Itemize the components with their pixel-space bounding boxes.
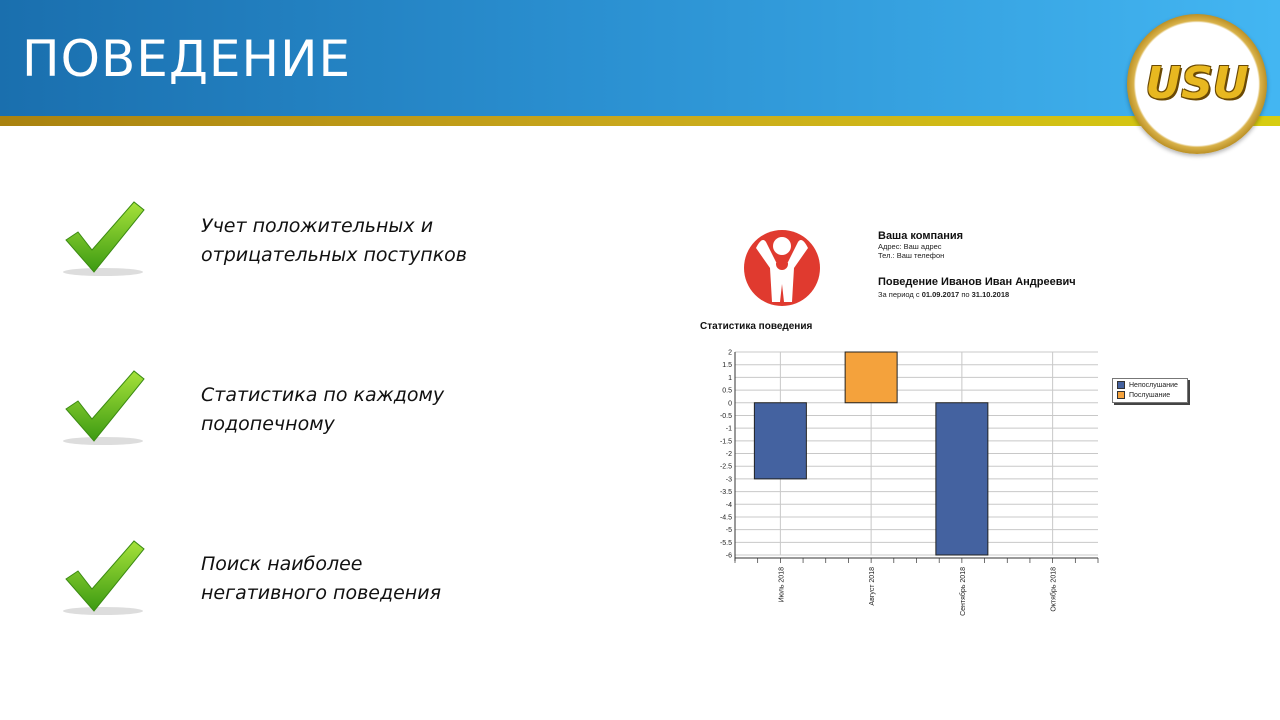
y-tick-label: 1.5 [722,362,732,370]
chart-title: Статистика поведения [700,321,813,332]
x-tick-label: Октябрь 2018 [1050,567,1058,612]
feature-line: Статистика по каждому [201,384,445,406]
y-tick-label: -4 [725,501,732,509]
behavior-chart [690,340,1110,630]
y-tick-label: 2 [728,349,732,357]
company-name: Ваша компания [878,230,964,242]
legend-label: Непослушание [1129,381,1178,389]
legend-item-obedience [1117,391,1170,399]
bar-disobedience [936,403,988,555]
bar-obedience [845,352,897,403]
y-tick-label: -5 [725,527,732,535]
report-title: Поведение Иванов Иван Андреевич [878,276,1076,288]
report-period [878,290,1009,299]
company-phone: Тел.: Ваш телефон [878,251,945,260]
period-to: 31.10.2018 [971,290,1010,299]
feature-line: отрицательных поступков [201,244,468,266]
page-title: ПОВЕДЕНИЕ [22,30,352,88]
y-tick-label: -1.5 [719,438,732,446]
bar-disobedience [754,403,806,479]
child-logo-icon [742,228,822,308]
chart-legend [1112,378,1188,403]
checkmark-icon [58,367,148,447]
period-from: 01.09.2017 [921,290,960,299]
y-tick-label: -2.5 [719,463,732,471]
legend-swatch [1117,381,1125,389]
usu-logo [1127,14,1267,154]
feature-item-2 [201,381,444,439]
legend-swatch [1117,391,1125,399]
y-tick-label: 0.5 [722,387,732,395]
y-tick-label: 0 [728,400,732,408]
feature-item-1 [201,212,467,270]
y-tick-label: -4.5 [719,514,732,522]
y-tick-label: -5.5 [719,539,732,547]
checkmark-icon [58,198,148,278]
logo-text: USU [1145,58,1249,109]
period-mid: по [959,290,972,299]
x-tick-label: Июль 2018 [778,567,786,603]
header-stripe [0,116,1280,126]
company-address: Адрес: Ваш адрес [878,242,942,251]
legend-item-disobedience [1117,381,1178,389]
x-tick-label: Август 2018 [869,567,877,606]
y-tick-label: 1 [728,374,732,382]
feature-line: негативного поведения [201,582,442,604]
y-tick-label: -3.5 [719,489,732,497]
y-tick-label: -1 [725,425,732,433]
y-tick-label: -3 [725,476,732,484]
period-prefix: За период с [878,290,922,299]
y-tick-label: -6 [725,552,732,560]
x-tick-label: Сентябрь 2018 [959,567,967,616]
y-tick-label: -2 [725,451,732,458]
y-tick-label: -0.5 [719,412,732,420]
behavior-report [690,220,1210,630]
feature-line: подопечному [201,413,335,435]
legend-label: Послушание [1129,391,1171,399]
feature-line: Учет положительных и [201,215,434,237]
checkmark-icon [58,537,148,617]
feature-line: Поиск наиболее [201,553,363,575]
feature-item-3 [201,550,441,608]
